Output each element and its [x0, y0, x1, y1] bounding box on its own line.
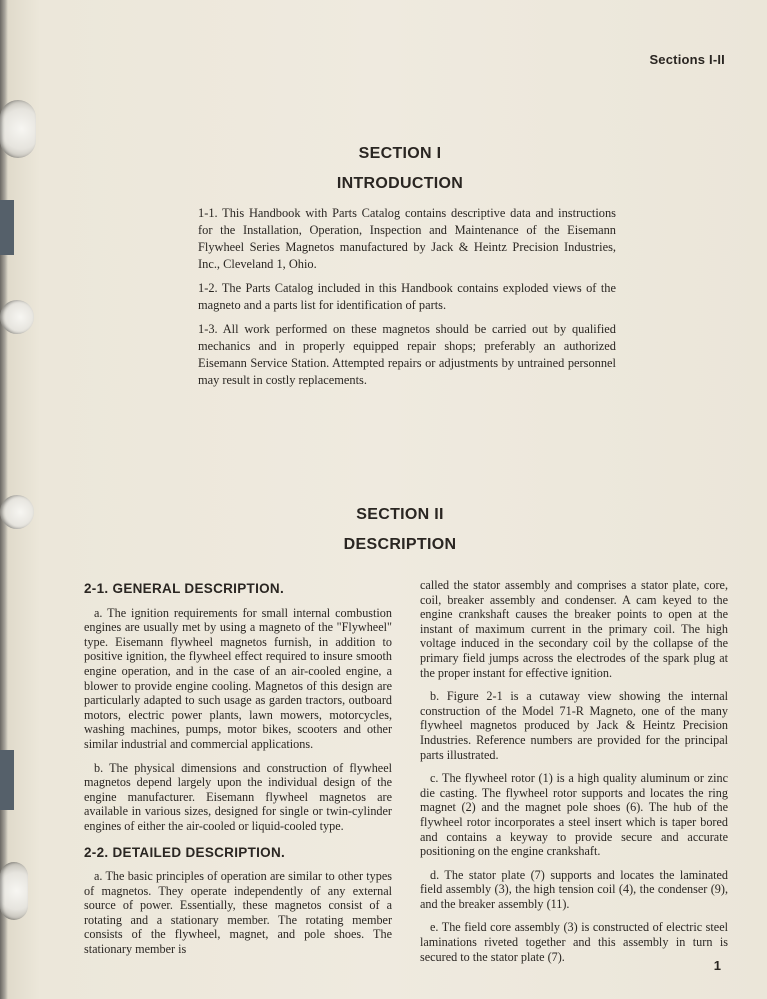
description-paragraph: e. The field core assembly (3) is constructed of electric steel laminations riveted together and this assembly in turn is secured to the stator plate (7). — [420, 920, 728, 964]
sections-header: Sections I-II — [649, 52, 725, 67]
binder-hole-bottom — [0, 862, 28, 920]
section-2-title: SECTION II — [356, 506, 444, 523]
intro-paragraph: 1-3. All work performed on these magnetos should be carried out by qualified mechanics and in properly equipped repair shops; preferably an authorized Eisemann Service Station. Attempted repairs or adjustments by untrained personnel may result in costly replacements. — [198, 322, 616, 387]
description-left-column — [84, 582, 392, 966]
description-paragraph: a. The ignition requirements for small internal combustion engines are usually met by using a magneto of the "Flywheel" type. Eisemann flywheel magnetos furnish, in addition to positive ignition, the flywheel effect required to insure smooth engine operation, and in the case of an air-cooled engine, a blower to provide engine cooling. Magnetos of this design are particularly adapted to such usage as garden tractors, outboard motors, electric power plants, lawn mowers, motorcycles, washing machines, pumps, motor bikes, scooters and other similar industrial and commercial applications. — [84, 605, 392, 751]
section-1-title: SECTION I — [358, 145, 442, 162]
intro-paragraph: 1-1. This Handbook with Parts Catalog contains descriptive data and instructions for the Installation, Operation, Inspection and Maintenance of the Eisemann Flywheel Series Magnetos manufactured by Jack & Heintz Precision Industries, Inc., Cleveland 1, Ohio. — [198, 206, 616, 271]
description-paragraph: c. The flywheel rotor (1) is a high quality aluminum or zinc die casting. The flywheel rotor supports and locates the ring magnet (2) and the magnet pole shoes (6). The hub of the flywheel rotor incorporates a steel insert which is taper bored and contains a keyway to provide secure and accurate positioning on the engine crankshaft. — [420, 771, 728, 859]
page-number: 1 — [713, 958, 721, 973]
description-paragraph: called the stator assembly and comprises a stator plate, core, coil, breaker assembly and condenser. A cam keyed to the engine crankshaft causes the breaker points to open at the instant of maximum current in the primary coil. The high voltage induced in the secondary coil by the collapse of the primary field jumps across the electrodes of the spark plug at the proper instant for effective ignition. — [420, 578, 728, 680]
intro-paragraph: 1-2. The Parts Catalog included in this Handbook contains exploded views of the magneto and a parts list for identification of parts. — [198, 281, 616, 312]
description-paragraph: a. The basic principles of operation are similar to other types of magnetos. They operate independently of any external source of power. Essentially, these magnetos consist of a rotating and a stationary member. The rotating member consists of the flywheel, magnet, and pole shoes. The stationary member is — [84, 869, 392, 957]
section-1-subtitle: INTRODUCTION — [336, 175, 464, 192]
binder-hole-round-1 — [0, 300, 34, 334]
description-right-column — [420, 578, 728, 973]
binder-tab-lower — [0, 750, 14, 810]
binder-tab-upper — [0, 200, 14, 255]
description-paragraph: b. The physical dimensions and construction of flywheel magnetos depend largely upon the individual design of the engine manufacturer. Eisemann flywheel magnetos are available in various sizes, designed for single or twin-cylinder engines of either the air-cooled or liquid-cooled type. — [84, 760, 392, 833]
introduction-body — [198, 205, 616, 396]
description-paragraph: d. The stator plate (7) supports and locates the laminated field assembly (3), the high tension coil (4), the condenser (9), and the breaker assembly (11). — [420, 867, 728, 911]
detailed-description-heading: 2-2. DETAILED DESCRIPTION. — [84, 844, 286, 860]
section-2-subtitle: DESCRIPTION — [343, 536, 457, 553]
general-description-heading: 2-1. GENERAL DESCRIPTION. — [84, 581, 285, 596]
description-paragraph: b. Figure 2-1 is a cutaway view showing the internal construction of the Model 71-R Magneto, one of the many flywheel magnetos produced by Jack & Heintz Precision Industries. Reference numbers are provided for the principal parts illustrated. — [420, 689, 728, 762]
